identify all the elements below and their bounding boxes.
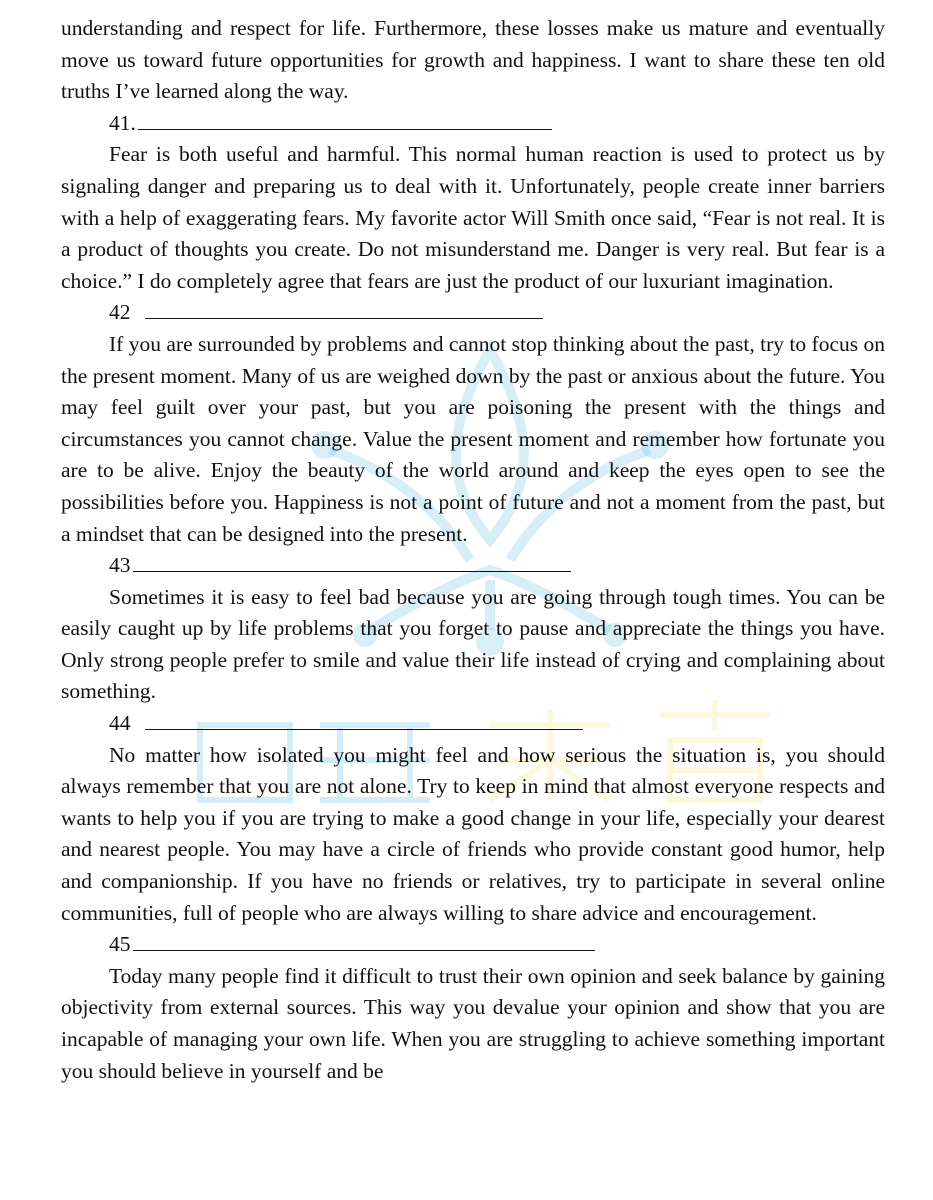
question-number-45: 45 [109,932,131,957]
paragraph-fear: Fear is both useful and harmful. This normal human reaction is used to protect us by signaling danger and preparing us to deal with it. Unfortunately, people create inner barriers with a help of exaggerating fears. My favorite actor Will Smith once said, “Fear is not real. It is a product of thoughts you create. Do not misunderstand me. Danger is very real. But fear is a choice.” I do completely agree that fears are just the product of our luxuriant imagination. [61,142,885,293]
answer-blank-42 [61,297,885,329]
blank-underline-42[interactable] [145,317,543,319]
blank-underline-44[interactable] [145,728,583,730]
answer-blank-44 [61,708,885,740]
question-number-44: 44 [109,711,131,736]
blank-underline-45[interactable] [133,949,595,951]
paragraph-present: If you are surrounded by problems and cannot stop thinking about the past, try to focus on the present moment. Many of us are weighed down by the past or anxious about the future. You may feel guilt over your past, but you are poisoning the present with the things and circumstances you cannot change. Value the present moment and remember how fortunate you are to be alive. Enjoy the beauty of the world around and keep the eyes open to see the possibilities before you. Happiness is not a point of future and not a moment from the past, but a mindset that can be designed into the present. [61,331,885,546]
paragraph-not-alone: No matter how isolated you might feel and how serious the situation is, you should always remember that you are not alone. Try to keep in mind that almost everyone respects and wants to help you if you are trying to make a good change in your life, especially your dearest and nearest people. You may have a circle of friends who provide constant good humor, help and companionship. If you have no friends or relatives, try to participate in several online communities, full of people who are always willing to share advice and encouragement. [61,742,885,925]
question-number-41: 41. [109,110,136,135]
answer-blank-43 [61,550,885,582]
answer-blank-45 [61,929,885,961]
question-number-42: 42 [109,300,131,325]
blank-underline-41[interactable] [138,128,552,130]
paragraph-intro: understanding and respect for life. Furthermore, these losses make us mature and eventually move us toward future opportunities for growth and happiness. I want to share these ten old truths I’ve learned along the way. [61,16,885,104]
paragraph-trust-opinion: Today many people find it difficult to trust their own opinion and seek balance by gaining objectivity from external sources. This way you devalue your opinion and show that you are incapable of managing your own life. When you are struggling to achieve something important you should believe in yourself and be [61,963,885,1083]
question-number-43: 43 [109,553,131,578]
blank-underline-43[interactable] [133,570,571,572]
answer-blank-41 [61,108,885,140]
paragraph-tough-times: Sometimes it is easy to feel bad because you are going through tough times. You can be easily caught up by life problems that you forget to pause and appreciate the things you have. Only strong people prefer to smile and value their life instead of crying and complaining about something. [61,584,885,704]
